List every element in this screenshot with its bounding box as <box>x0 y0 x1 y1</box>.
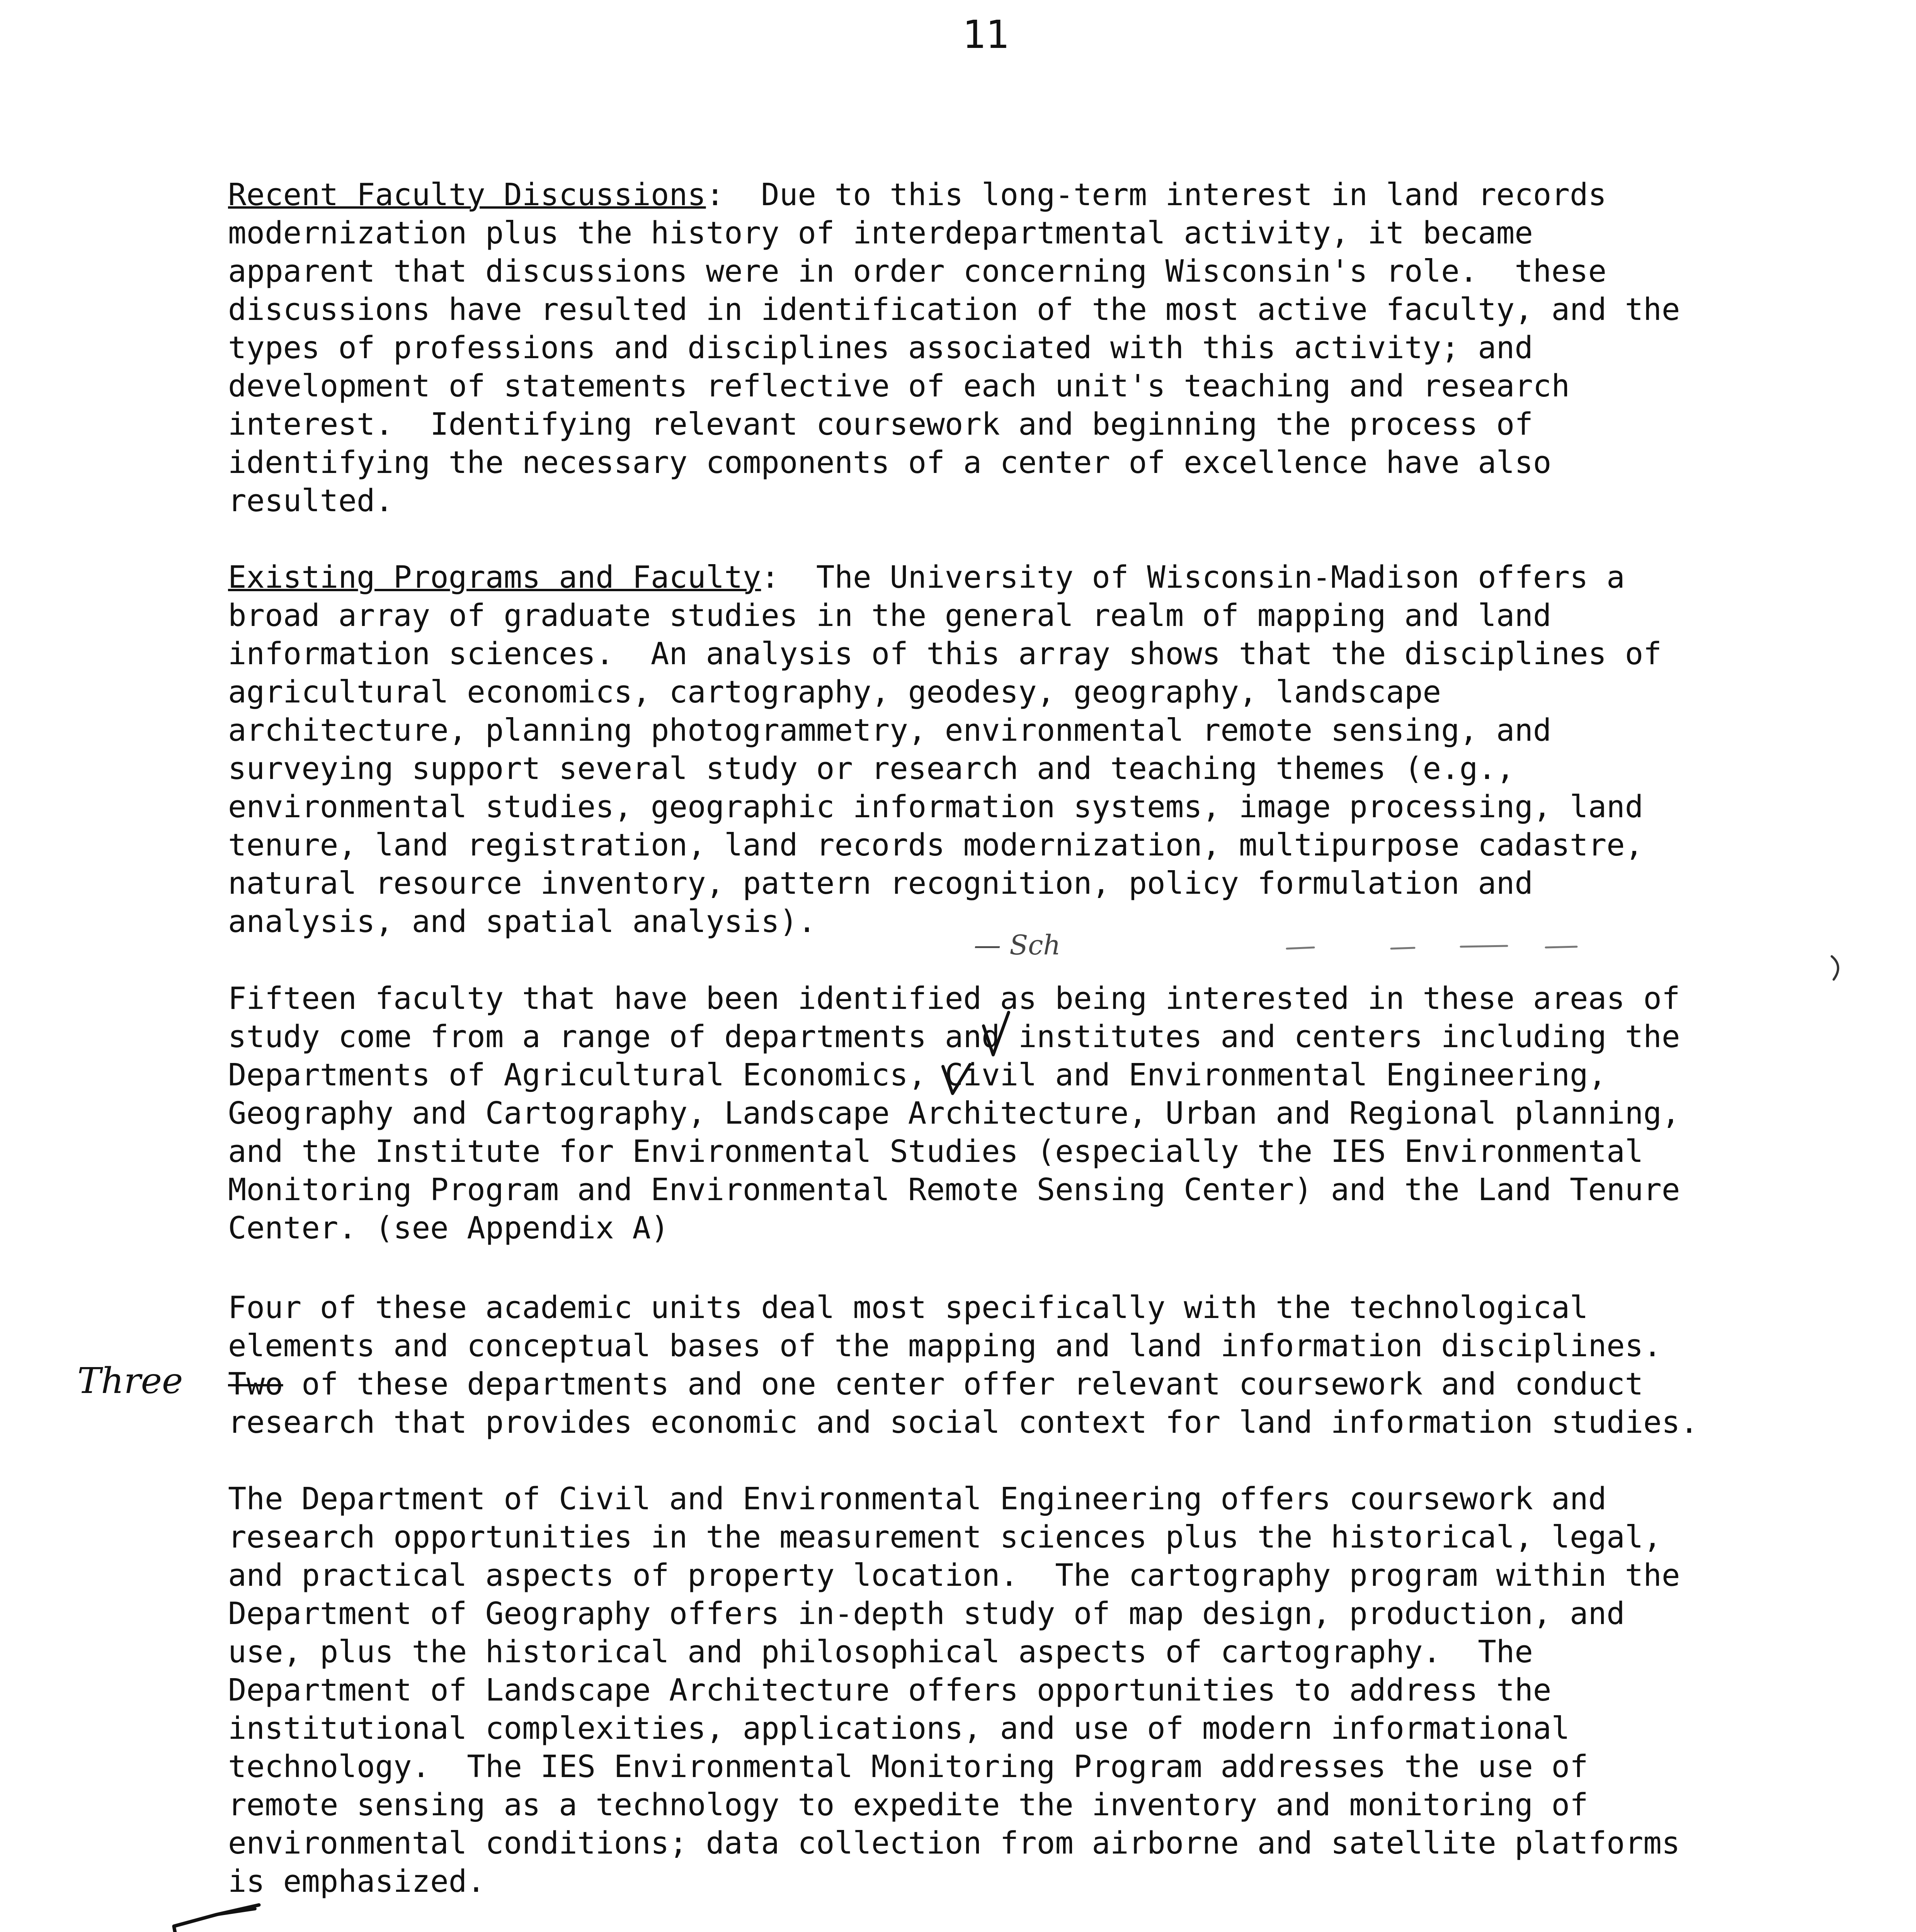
paragraph-line: types of professions and disciplines associated with this activity; and <box>228 330 1533 366</box>
paragraph-line: information sciences. An analysis of this array shows that the disciplines of <box>228 636 1662 672</box>
struck-word: Two <box>228 1366 283 1402</box>
paragraph-line: The Department of Civil and Environmental Engineering offers coursework and <box>228 1481 1607 1517</box>
paragraph-line: Existing Programs and Faculty: The University of Wisconsin-Madison offers a <box>228 560 1625 595</box>
paragraph-line: Monitoring Program and Environmental Remote Sensing Center) and the Land Tenure <box>228 1172 1680 1208</box>
section-heading: Existing Programs and Faculty <box>228 560 761 595</box>
paragraph-line: Department of Landscape Architecture offers opportunities to address the <box>228 1672 1552 1708</box>
paragraph-line: remote sensing as a technology to expedite the inventory and monitoring of <box>228 1787 1588 1823</box>
paragraph-line: discussions have resulted in identification of the most active faculty, and the <box>228 292 1680 327</box>
paragraph-line: broad array of graduate studies in the general realm of mapping and land <box>228 598 1552 633</box>
paragraph-line: use, plus the historical and philosophical aspects of cartography. The <box>228 1634 1533 1670</box>
paragraph-line: identifying the necessary components of a center of excellence have also <box>228 445 1552 480</box>
paragraph-line: Department of Geography offers in-depth study of map design, production, and <box>228 1596 1625 1631</box>
paragraph-line: and practical aspects of property location. The cartography program within the <box>228 1558 1680 1593</box>
paragraph-line: analysis, and spatial analysis). <box>228 904 816 939</box>
paragraph-line: agricultural economics, cartography, geodesy, geography, landscape <box>228 674 1441 710</box>
paragraph-line: resulted. <box>228 483 394 519</box>
paragraph-line: tenure, land registration, land records modernization, multipurpose cadastre, <box>228 827 1644 863</box>
paragraph-line: natural resource inventory, pattern recognition, policy formulation and <box>228 866 1533 901</box>
caret-mark <box>984 1012 1009 1055</box>
paragraph-line: study come from a range of departments and institutes and centers including the <box>228 1019 1680 1054</box>
paragraph-line: is emphasized. <box>228 1864 485 1899</box>
paragraph-line: Geography and Cartography, Landscape Architecture, Urban and Regional planning, <box>228 1095 1680 1131</box>
caret-mark <box>943 1065 970 1094</box>
section-heading: Recent Faculty Discussions <box>228 177 706 213</box>
paragraph-line: research opportunities in the measurement sciences plus the historical, legal, <box>228 1519 1662 1555</box>
paragraph-line: Two of these departments and one center offer relevant coursework and conduct <box>228 1366 1644 1402</box>
paragraph-line: institutional complexities, applications, and use of modern informational <box>228 1711 1570 1746</box>
paragraph-line: environmental studies, geographic information systems, image processing, land <box>228 789 1644 825</box>
paragraph-line: Fifteen faculty that have been identified as being interested in these areas of <box>228 981 1680 1016</box>
faint-note-dashes <box>1287 946 1577 949</box>
paragraph-line: environmental conditions; data collection from airborne and satellite platforms <box>228 1825 1680 1861</box>
paragraph-line: Center. (see Appendix A) <box>228 1210 669 1246</box>
margin-paren <box>1832 956 1838 980</box>
paragraph-line: architecture, planning photogrammetry, environmental remote sensing, and <box>228 713 1552 748</box>
paragraph-line: apparent that discussions were in order concerning Wisconsin's role. these <box>228 253 1607 289</box>
page-number: 11 <box>962 12 1009 57</box>
handwritten-margin-note: — Sch <box>974 929 1061 961</box>
paragraph-line: Departments of Agricultural Economics, Civil and Environmental Engineering, <box>228 1057 1607 1093</box>
paragraph-line: interest. Identifying relevant coursework and beginning the process of <box>228 406 1533 442</box>
paragraph-line: elements and conceptual bases of the mapping and land information disciplines. <box>228 1328 1662 1364</box>
paragraph-line: Recent Faculty Discussions: Due to this long-term interest in land records <box>228 177 1607 213</box>
handwritten-three: Three <box>77 1360 183 1401</box>
paragraph-line: and the Institute for Environmental Studies (especially the IES Environmental <box>228 1134 1644 1169</box>
paragraph-line: research that provides economic and social context for land information studies. <box>228 1405 1698 1440</box>
paragraph-line: modernization plus the history of interdepartmental activity, it became <box>228 215 1533 251</box>
paragraph-line: technology. The IES Environmental Monitoring Program addresses the use of <box>228 1749 1588 1784</box>
paragraph-line: surveying support several study or research and teaching themes (e.g., <box>228 751 1515 786</box>
paragraph-line: development of statements reflective of each unit's teaching and research <box>228 368 1570 404</box>
paragraph-line: Four of these academic units deal most specifically with the technological <box>228 1290 1588 1325</box>
